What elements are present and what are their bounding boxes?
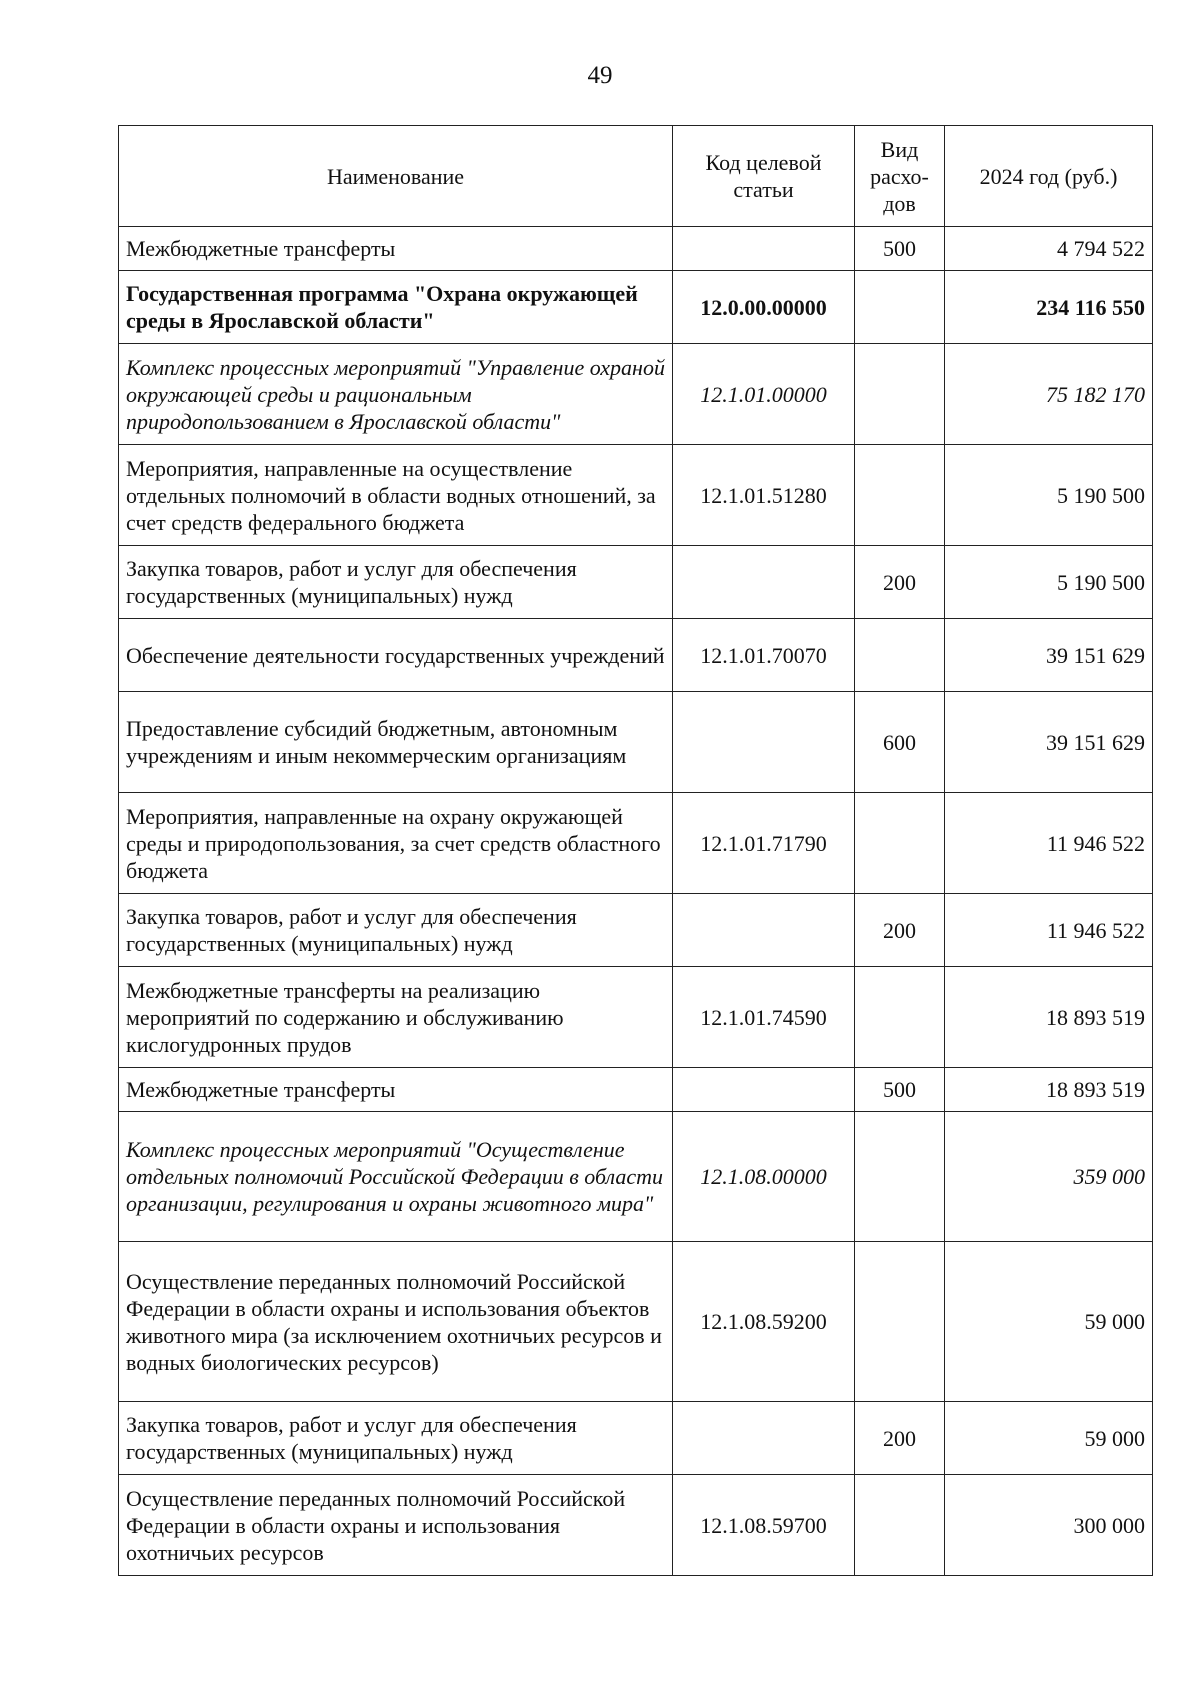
cell-name: Комплекс процессных мероприятий "Осуществление отдельных полномочий Российской Федерации в области организации, регулирования и охраны животного мира": [119, 1112, 673, 1242]
cell-type: 600: [855, 692, 945, 793]
cell-type: [855, 1242, 945, 1402]
cell-sum: 11 946 522: [945, 793, 1153, 894]
cell-sum: 234 116 550: [945, 271, 1153, 344]
cell-type: [855, 344, 945, 445]
cell-code: 12.1.01.70070: [673, 619, 855, 692]
table-body: [119, 227, 1153, 1576]
budget-table: [118, 125, 1153, 1576]
cell-sum: 11 946 522: [945, 894, 1153, 967]
cell-name: Комплекс процессных мероприятий "Управление охраной окружающей среды и рациональным природопользованием в Ярославской области": [119, 344, 673, 445]
cell-type: 200: [855, 546, 945, 619]
cell-sum: 18 893 519: [945, 1068, 1153, 1112]
header-name: Наименование: [119, 126, 673, 227]
cell-type: [855, 271, 945, 344]
cell-type: [855, 445, 945, 546]
cell-name: Осуществление переданных полномочий Российской Федерации в области охраны и использования объектов животного мира (за исключением охотничьих ресурсов и водных биологических ресурсов): [119, 1242, 673, 1402]
cell-type: [855, 1475, 945, 1576]
cell-name: Закупка товаров, работ и услуг для обеспечения государственных (муниципальных) нужд: [119, 546, 673, 619]
cell-code: [673, 546, 855, 619]
cell-name: Осуществление переданных полномочий Российской Федерации в области охраны и использования охотничьих ресурсов: [119, 1475, 673, 1576]
table-row: [119, 793, 1153, 894]
page-number: 49: [587, 62, 613, 89]
cell-name: Обеспечение деятельности государственных учреждений: [119, 619, 673, 692]
cell-type: [855, 793, 945, 894]
cell-sum: 5 190 500: [945, 445, 1153, 546]
cell-sum: 359 000: [945, 1112, 1153, 1242]
table-row: [119, 1402, 1153, 1475]
cell-sum: 5 190 500: [945, 546, 1153, 619]
cell-sum: 300 000: [945, 1475, 1153, 1576]
cell-code: [673, 692, 855, 793]
table-row: [119, 227, 1153, 271]
cell-code: 12.1.01.00000: [673, 344, 855, 445]
cell-type: 500: [855, 227, 945, 271]
cell-sum: 4 794 522: [945, 227, 1153, 271]
cell-type: 500: [855, 1068, 945, 1112]
table-row: [119, 546, 1153, 619]
table-row: [119, 1475, 1153, 1576]
cell-code: 12.0.00.00000: [673, 271, 855, 344]
table-row: [119, 692, 1153, 793]
header-sum: 2024 год (руб.): [945, 126, 1153, 227]
cell-sum: 59 000: [945, 1242, 1153, 1402]
cell-name: Предоставление субсидий бюджетным, автономным учреждениям и иным некоммерческим организациям: [119, 692, 673, 793]
table-header-row: [119, 126, 1153, 227]
header-type: Вид расхо-дов: [855, 126, 945, 227]
cell-sum: 18 893 519: [945, 967, 1153, 1068]
cell-code: [673, 1402, 855, 1475]
table-row: [119, 619, 1153, 692]
cell-type: 200: [855, 894, 945, 967]
cell-type: 200: [855, 1402, 945, 1475]
table-row: [119, 1112, 1153, 1242]
cell-sum: 39 151 629: [945, 619, 1153, 692]
table-row: [119, 271, 1153, 344]
header-code: Код целевой статьи: [673, 126, 855, 227]
table-row: [119, 1242, 1153, 1402]
cell-name: Межбюджетные трансферты: [119, 227, 673, 271]
cell-type: [855, 619, 945, 692]
cell-name: Межбюджетные трансферты: [119, 1068, 673, 1112]
table-row: [119, 967, 1153, 1068]
cell-code: [673, 227, 855, 271]
cell-code: 12.1.08.59200: [673, 1242, 855, 1402]
cell-code: 12.1.01.74590: [673, 967, 855, 1068]
table-row: [119, 344, 1153, 445]
table-row: [119, 445, 1153, 546]
cell-name: Закупка товаров, работ и услуг для обеспечения государственных (муниципальных) нужд: [119, 1402, 673, 1475]
cell-code: 12.1.01.51280: [673, 445, 855, 546]
cell-type: [855, 1112, 945, 1242]
cell-code: 12.1.08.00000: [673, 1112, 855, 1242]
cell-name: Мероприятия, направленные на осуществление отдельных полномочий в области водных отношений, за счет средств федерального бюджета: [119, 445, 673, 546]
cell-name: Закупка товаров, работ и услуг для обеспечения государственных (муниципальных) нужд: [119, 894, 673, 967]
table-row: [119, 894, 1153, 967]
table-row: [119, 1068, 1153, 1112]
cell-code: 12.1.01.71790: [673, 793, 855, 894]
cell-name: Межбюджетные трансферты на реализацию мероприятий по содержанию и обслуживанию кислогудронных прудов: [119, 967, 673, 1068]
cell-code: 12.1.08.59700: [673, 1475, 855, 1576]
cell-sum: 59 000: [945, 1402, 1153, 1475]
cell-name: Государственная программа "Охрана окружающей среды в Ярославской области": [119, 271, 673, 344]
cell-code: [673, 894, 855, 967]
cell-sum: 75 182 170: [945, 344, 1153, 445]
cell-type: [855, 967, 945, 1068]
cell-sum: 39 151 629: [945, 692, 1153, 793]
cell-name: Мероприятия, направленные на охрану окружающей среды и природопользования, за счет средств областного бюджета: [119, 793, 673, 894]
cell-code: [673, 1068, 855, 1112]
